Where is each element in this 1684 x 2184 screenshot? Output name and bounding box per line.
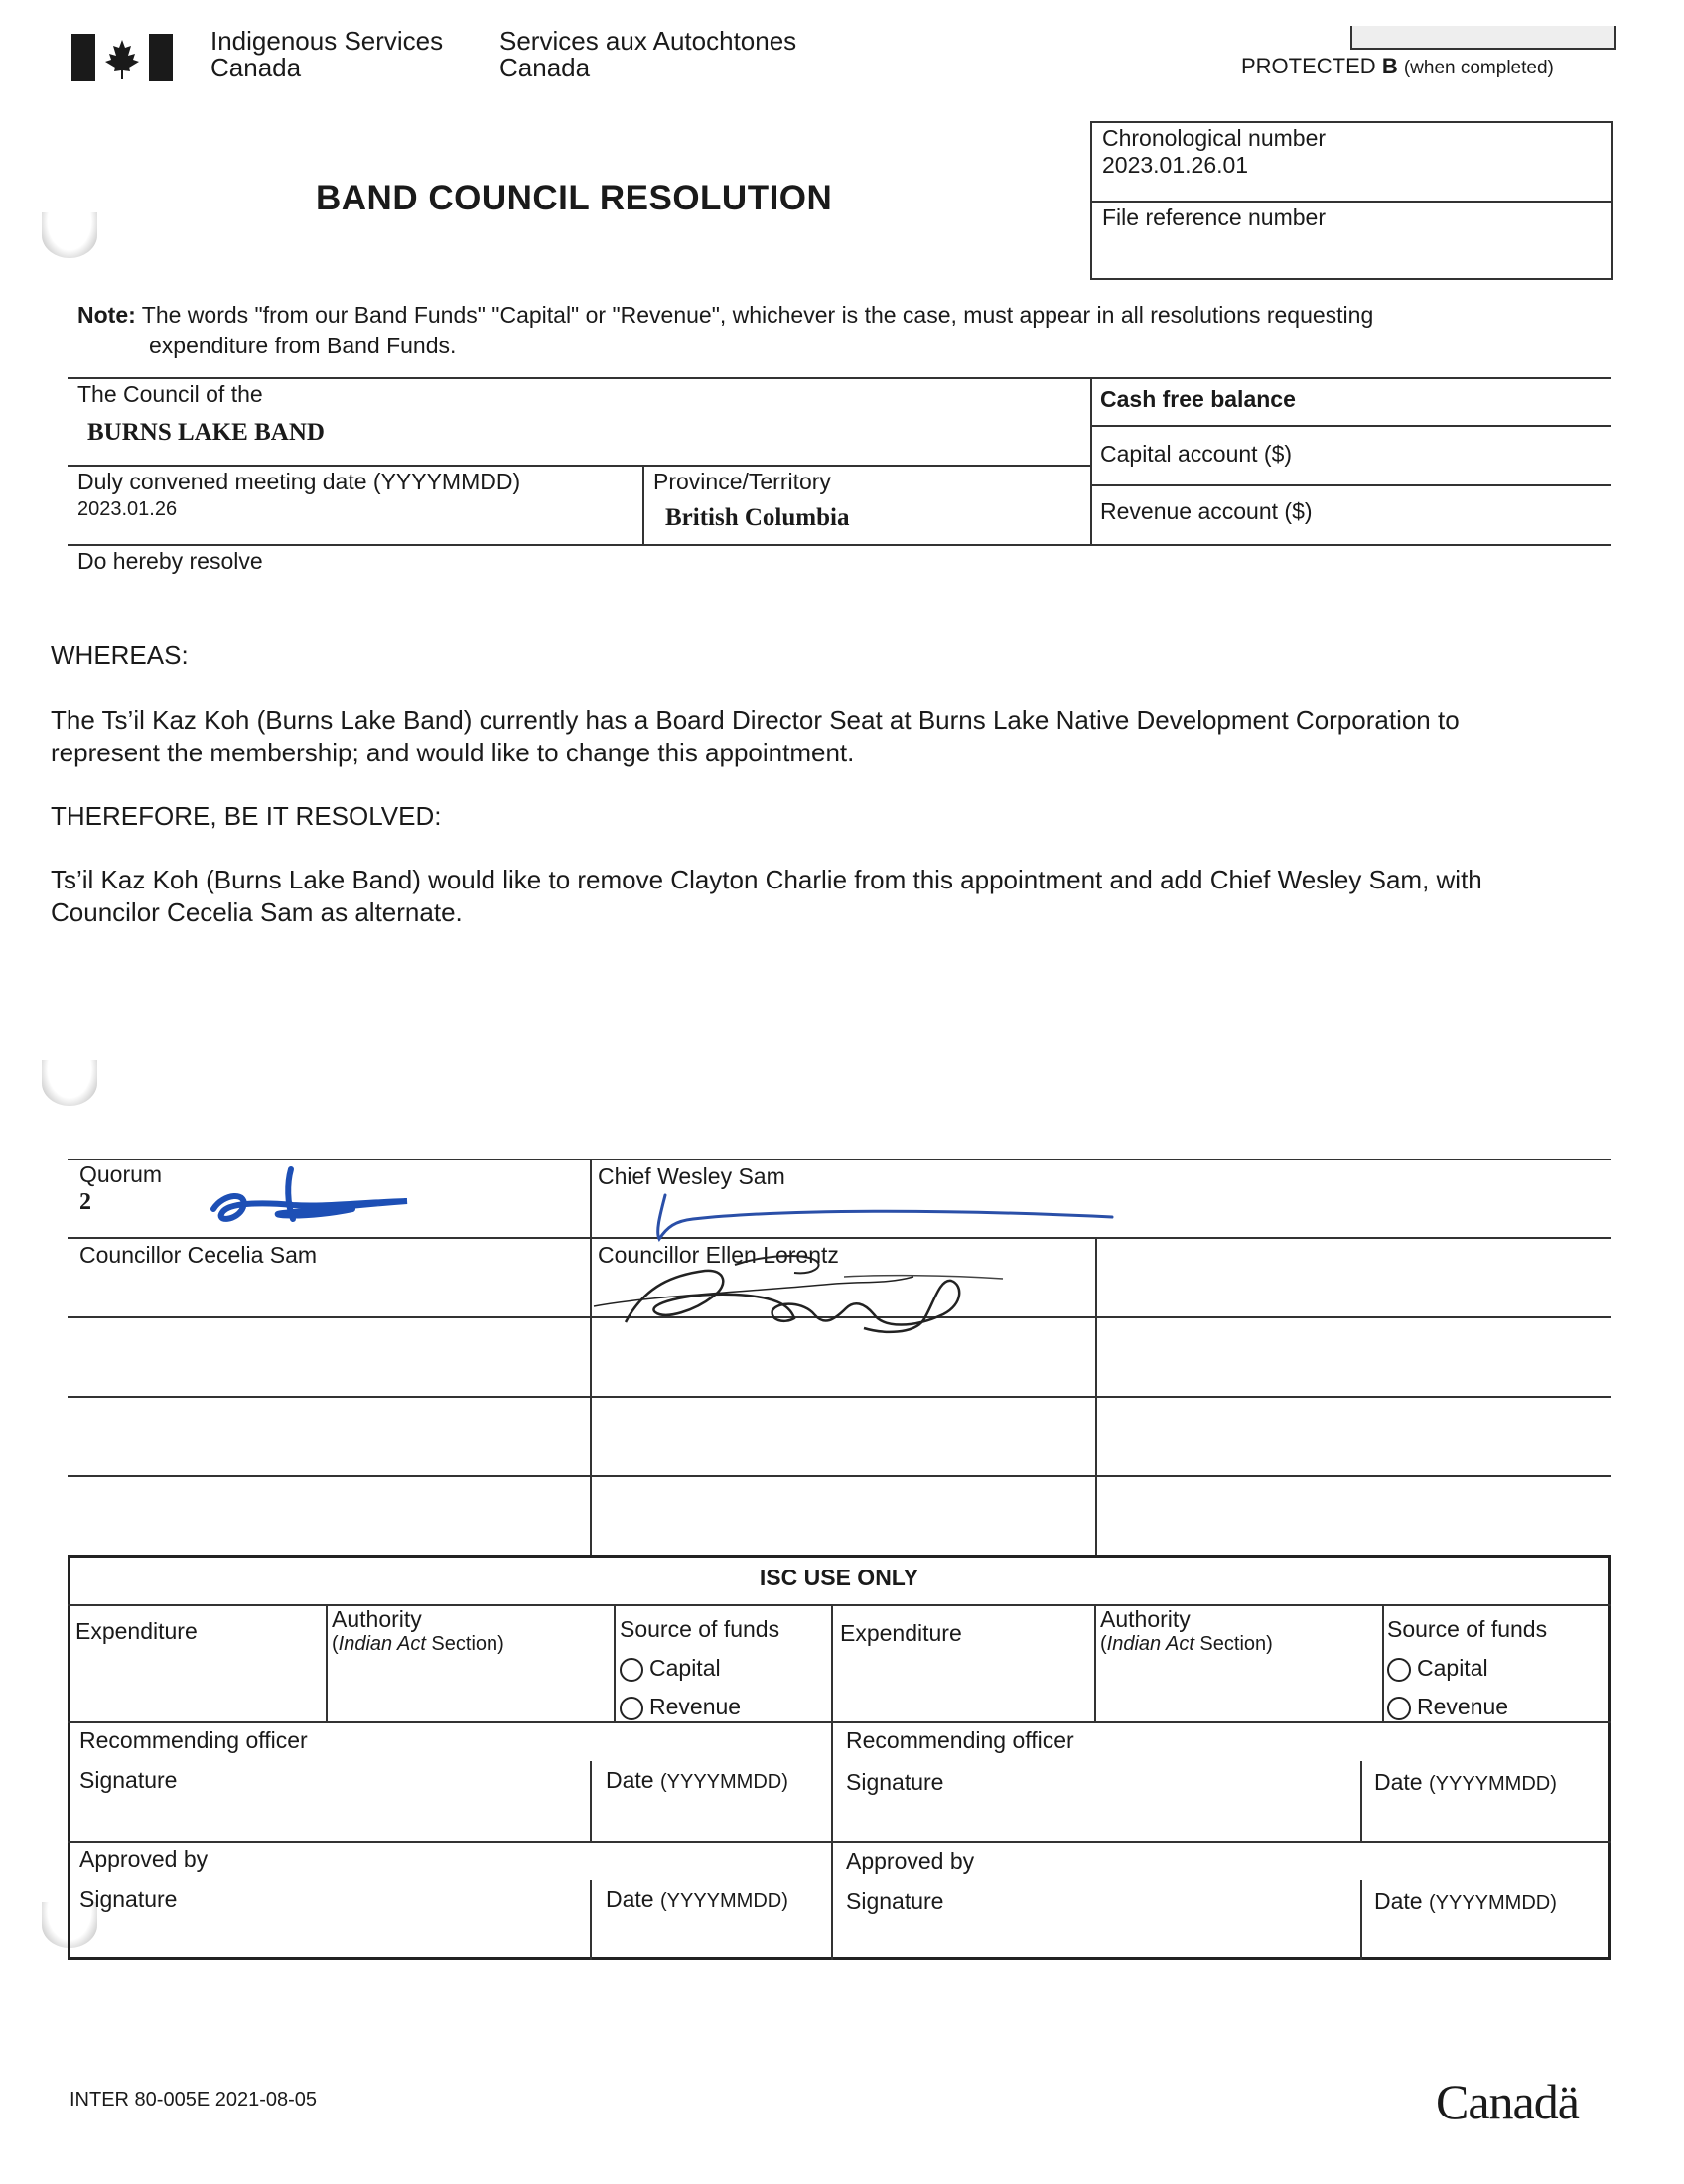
recommending-officer-label: Recommending officer [79, 1727, 308, 1753]
signature-label: Signature [79, 1767, 178, 1793]
signature-mark [204, 1163, 422, 1239]
quorum-label: Quorum [79, 1161, 163, 1187]
whereas-heading: WHEREAS: [51, 640, 189, 670]
chronological-number: 2023.01.26.01 [1102, 152, 1249, 178]
isc-title: ISC USE ONLY [759, 1565, 919, 1590]
isc-authority-label: Authority [1100, 1606, 1191, 1632]
stamp-box [1350, 26, 1616, 50]
meeting-date: 2023.01.26 [77, 498, 178, 520]
dept-name-fr: Services aux Autochtones [499, 26, 797, 56]
date-label: Date (YYYYMMDD) [606, 1767, 788, 1793]
dept-name-fr-line2: Canada [499, 53, 591, 82]
punch-hole [42, 1060, 97, 1106]
council-label: The Council of the [77, 381, 263, 407]
canada-wordmark: Canadä [1436, 2074, 1579, 2129]
isc-authority-section: (Indian Act Section) [332, 1633, 504, 1655]
signature-label: Signature [846, 1888, 944, 1914]
province-value: British Columbia [665, 504, 850, 531]
source-capital-radio[interactable]: Capital [620, 1649, 779, 1688]
approved-by-label: Approved by [79, 1846, 209, 1872]
note-text-line2: expenditure from Band Funds. [149, 333, 457, 358]
chief-name: Chief Wesley Sam [598, 1163, 785, 1189]
whereas-paragraph-line2: represent the membership; and would like to change this appointment. [51, 738, 855, 767]
recommending-officer-label: Recommending officer [846, 1727, 1074, 1753]
province-label: Province/Territory [653, 469, 831, 494]
isc-authority-section: (Indian Act Section) [1100, 1633, 1273, 1655]
councillor-name: Councillor Ellen Lorentz [598, 1242, 839, 1268]
revenue-account-label: Revenue account ($) [1100, 498, 1313, 524]
band-name: BURNS LAKE BAND [87, 419, 325, 446]
isc-authority-label: Authority [332, 1606, 422, 1632]
quorum-value: 2 [79, 1189, 91, 1215]
date-label: Date (YYYYMMDD) [1374, 1769, 1557, 1795]
chronological-box [1090, 121, 1613, 280]
signature-label: Signature [79, 1886, 178, 1912]
whereas-paragraph: The Ts’il Kaz Koh (Burns Lake Band) currently has a Board Director Seat at Burns Lake Native Development Corporation to [51, 705, 1460, 735]
signature-mark [586, 1245, 1023, 1344]
resolved-paragraph-line2: Councilor Cecelia Sam as alternate. [51, 897, 463, 927]
page-title: BAND COUNCIL RESOLUTION [316, 179, 833, 217]
capital-account-label: Capital account ($) [1100, 441, 1293, 467]
chronological-label: Chronological number [1102, 125, 1327, 151]
isc-expenditure-label: Expenditure [840, 1620, 962, 1646]
signature-mark [645, 1191, 1122, 1251]
note-label: Note: [77, 302, 136, 328]
resolve-label: Do hereby resolve [77, 548, 263, 574]
resolved-paragraph: Ts’il Kaz Koh (Burns Lake Band) would like to remove Clayton Charlie from this appointment and add Chief Wesley Sam, with [51, 865, 1482, 894]
resolved-heading: THEREFORE, BE IT RESOLVED: [51, 801, 442, 831]
isc-source-of-funds-label: Source of funds [1387, 1616, 1548, 1642]
form-identifier: INTER 80-005E 2021-08-05 [70, 2089, 318, 2111]
isc-source-of-funds-label: Source of funds [620, 1616, 780, 1642]
isc-expenditure-label: Expenditure [75, 1618, 198, 1644]
source-revenue-radio[interactable]: Revenue [620, 1688, 779, 1726]
file-reference-label: File reference number [1102, 205, 1326, 230]
punch-hole [42, 212, 97, 258]
meeting-date-label: Duly convened meeting date (YYYYMMDD) [77, 469, 521, 494]
date-label: Date (YYYYMMDD) [606, 1886, 788, 1912]
dept-name-en-line2: Canada [210, 53, 302, 82]
approved-by-label: Approved by [846, 1848, 975, 1874]
source-capital-radio[interactable]: Capital [1387, 1649, 1547, 1688]
cash-balance-title: Cash free balance [1100, 386, 1296, 412]
note-text: The words "from our Band Funds" "Capital" or "Revenue", whichever is the case, must appear in all resolutions requesting [141, 302, 1374, 328]
canada-flag-icon [71, 34, 173, 81]
councillor-name: Councillor Cecelia Sam [79, 1242, 318, 1268]
signature-label: Signature [846, 1769, 944, 1795]
date-label: Date (YYYYMMDD) [1374, 1888, 1557, 1914]
source-revenue-radio[interactable]: Revenue [1387, 1688, 1547, 1726]
protected-label: PROTECTED B (when completed) [1241, 54, 1554, 78]
dept-name-en: Indigenous Services [210, 26, 444, 56]
